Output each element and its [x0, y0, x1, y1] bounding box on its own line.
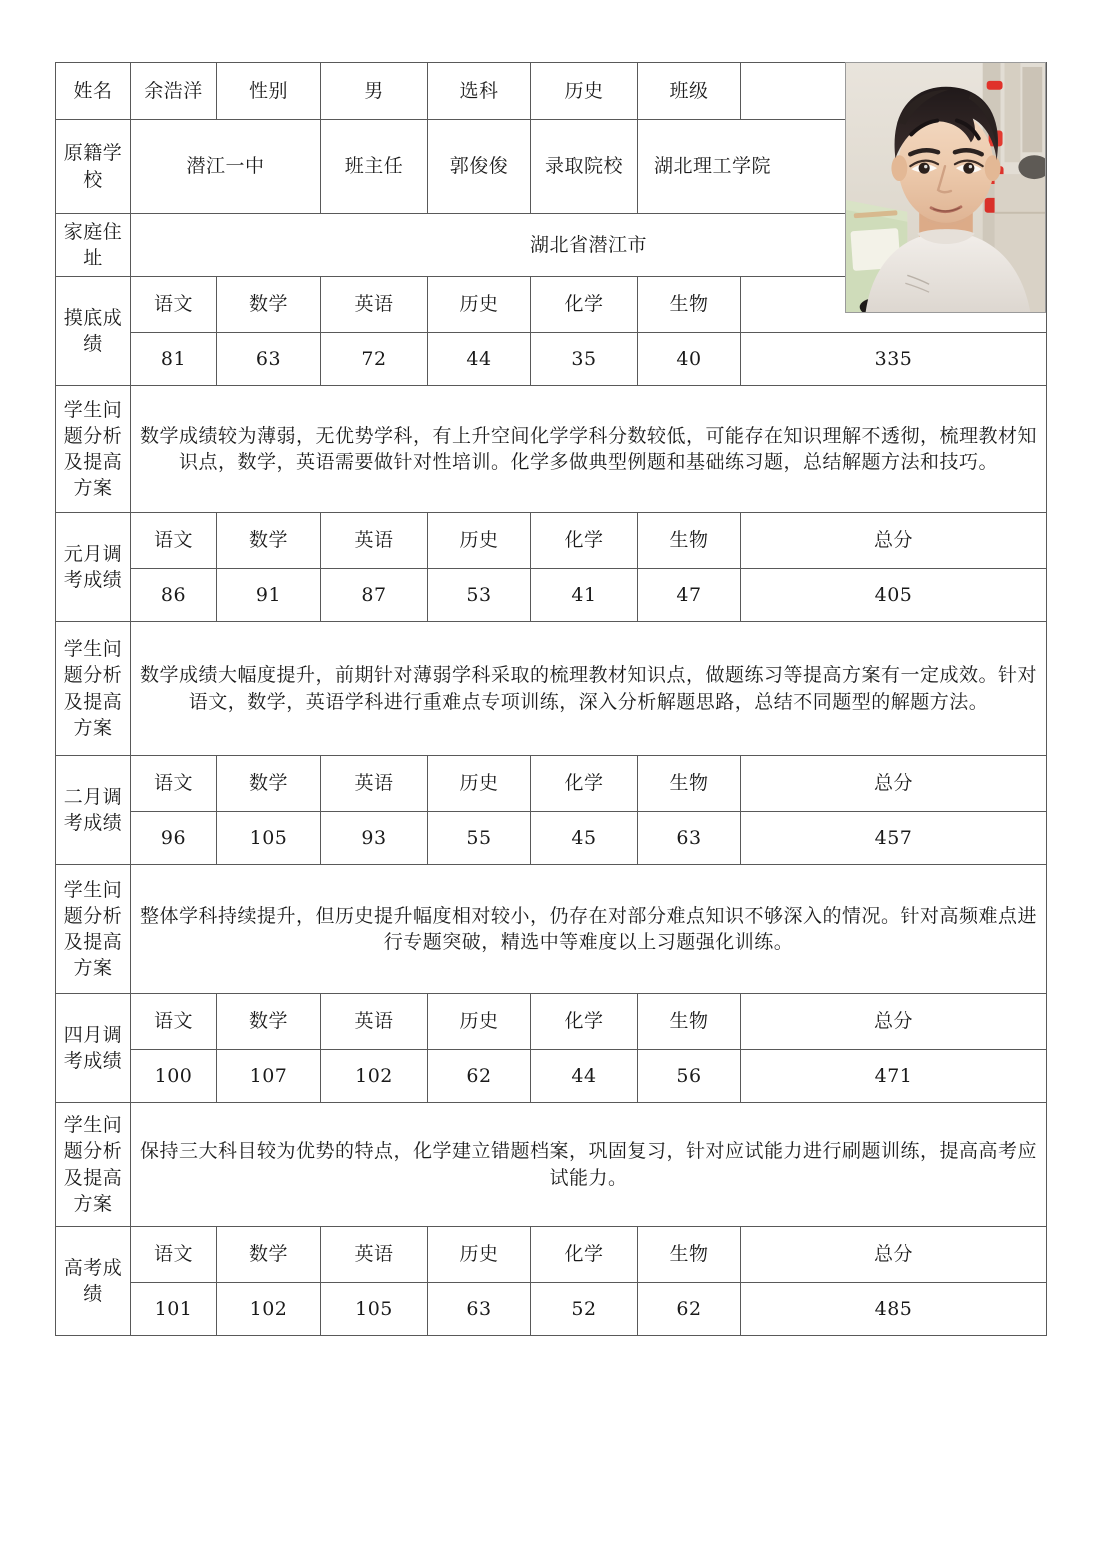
- label-address: 家庭住址: [56, 214, 131, 277]
- score-cell: 101: [131, 1283, 217, 1336]
- subject-header: 化学: [531, 994, 638, 1050]
- subject-header: 生物: [638, 513, 741, 569]
- subject-header: 化学: [531, 756, 638, 812]
- score-cell: 63: [428, 1283, 531, 1336]
- analysis-text: 保持三大科目较为优势的特点，化学建立错题档案，巩固复习，针对应试能力进行刷题训练，提高高考应试能力。: [131, 1103, 1047, 1227]
- value-head-teacher: 郭俊俊: [428, 120, 531, 214]
- label-elective: 选科: [428, 63, 531, 120]
- score-cell: 52: [531, 1283, 638, 1336]
- score-cell: 105: [321, 1283, 428, 1336]
- subject-header: 历史: [428, 277, 531, 333]
- subject-header: 生物: [638, 277, 741, 333]
- score-cell: 62: [638, 1283, 741, 1336]
- score-cell: 105: [217, 812, 321, 865]
- score-cell: 35: [531, 333, 638, 386]
- score-cell: 56: [638, 1050, 741, 1103]
- score-cell: 102: [321, 1050, 428, 1103]
- subject-header: 英语: [321, 994, 428, 1050]
- score-cell: 41: [531, 569, 638, 622]
- value-gender: 男: [321, 63, 428, 120]
- subject-header: 总分: [741, 994, 1047, 1050]
- subject-header: 总分: [741, 756, 1047, 812]
- exam-label-3: 四月调考成绩: [56, 994, 131, 1103]
- score-cell: 335: [741, 333, 1047, 386]
- row-subjects-1: [56, 513, 1047, 569]
- row-scores-3: [56, 1050, 1047, 1103]
- row-subjects-4: [56, 1227, 1047, 1283]
- score-cell: 91: [217, 569, 321, 622]
- analysis-text: 数学成绩较为薄弱，无优势学科，有上升空间化学学科分数较低，可能存在知识理解不透彻，梳理教材知识点，数学，英语需要做针对性培训。化学多做典型例题和基础练习题，总结解题方法和技巧。: [131, 386, 1047, 513]
- subject-header: 英语: [321, 513, 428, 569]
- label-gender: 性别: [217, 63, 321, 120]
- row-subjects-2: [56, 756, 1047, 812]
- score-cell: 107: [217, 1050, 321, 1103]
- exam-label-2: 二月调考成绩: [56, 756, 131, 865]
- score-cell: 102: [217, 1283, 321, 1336]
- analysis-label: 学生问题分析及提高方案: [56, 386, 131, 513]
- score-cell: 44: [428, 333, 531, 386]
- subject-header: 语文: [131, 756, 217, 812]
- subject-header: 数学: [217, 277, 321, 333]
- value-name: 余浩洋: [131, 63, 217, 120]
- score-cell: 81: [131, 333, 217, 386]
- score-cell: 405: [741, 569, 1047, 622]
- subject-header: 英语: [321, 756, 428, 812]
- score-cell: 485: [741, 1283, 1047, 1336]
- value-admitted-college: 湖北理工学院: [638, 120, 1047, 214]
- student-photo-image: [846, 63, 1045, 312]
- score-cell: 457: [741, 812, 1047, 865]
- label-admitted-college: 录取院校: [531, 120, 638, 214]
- subject-header: 语文: [131, 1227, 217, 1283]
- score-cell: 53: [428, 569, 531, 622]
- row-analysis-0: [56, 386, 1047, 513]
- row-scores-4: [56, 1283, 1047, 1336]
- exam-label-1: 元月调考成绩: [56, 513, 131, 622]
- subject-header: 化学: [531, 277, 638, 333]
- subject-header: 语文: [131, 994, 217, 1050]
- score-cell: 45: [531, 812, 638, 865]
- row-scores-1: [56, 569, 1047, 622]
- score-cell: 93: [321, 812, 428, 865]
- subject-header: 数学: [217, 1227, 321, 1283]
- label-name: 姓名: [56, 63, 131, 120]
- subject-header: 生物: [638, 1227, 741, 1283]
- subject-header: 语文: [131, 513, 217, 569]
- score-cell: 40: [638, 333, 741, 386]
- score-cell: 63: [217, 333, 321, 386]
- score-cell: 86: [131, 569, 217, 622]
- subject-header: 语文: [131, 277, 217, 333]
- subject-header: 总分: [741, 1227, 1047, 1283]
- analysis-label: 学生问题分析及提高方案: [56, 622, 131, 756]
- subject-header: 数学: [217, 513, 321, 569]
- label-head-teacher: 班主任: [321, 120, 428, 214]
- score-cell: 63: [638, 812, 741, 865]
- student-photo: [845, 62, 1046, 313]
- subject-header: 生物: [638, 994, 741, 1050]
- score-cell: 87: [321, 569, 428, 622]
- score-cell: 62: [428, 1050, 531, 1103]
- row-subjects-3: [56, 994, 1047, 1050]
- subject-header: 历史: [428, 513, 531, 569]
- score-cell: 96: [131, 812, 217, 865]
- value-origin-school: 潜江一中: [131, 120, 321, 214]
- row-scores-0: [56, 333, 1047, 386]
- score-cell: 47: [638, 569, 741, 622]
- subject-header: 化学: [531, 513, 638, 569]
- row-scores-2: [56, 812, 1047, 865]
- row-analysis-3: [56, 1103, 1047, 1227]
- exam-label-0: 摸底成绩: [56, 277, 131, 386]
- score-cell: 55: [428, 812, 531, 865]
- value-elective: 历史: [531, 63, 638, 120]
- score-cell: 72: [321, 333, 428, 386]
- subject-header: 生物: [638, 756, 741, 812]
- subject-header: 历史: [428, 756, 531, 812]
- exam-label-4: 高考成绩: [56, 1227, 131, 1336]
- value-address: 湖北省潜江市: [131, 214, 1047, 277]
- score-cell: 471: [741, 1050, 1047, 1103]
- subject-header: 化学: [531, 1227, 638, 1283]
- row-analysis-2: [56, 865, 1047, 994]
- analysis-label: 学生问题分析及提高方案: [56, 1103, 131, 1227]
- subject-header: 英语: [321, 277, 428, 333]
- label-origin-school: 原籍学校: [56, 120, 131, 214]
- subject-header: 数学: [217, 994, 321, 1050]
- subject-header: 历史: [428, 994, 531, 1050]
- analysis-label: 学生问题分析及提高方案: [56, 865, 131, 994]
- analysis-text: 整体学科持续提升，但历史提升幅度相对较小，仍存在对部分难点知识不够深入的情况。针对高频难点进行专题突破，精选中等难度以上习题强化训练。: [131, 865, 1047, 994]
- subject-header: 数学: [217, 756, 321, 812]
- row-analysis-1: [56, 622, 1047, 756]
- subject-header: 英语: [321, 1227, 428, 1283]
- label-class: 班级: [638, 63, 741, 120]
- score-cell: 44: [531, 1050, 638, 1103]
- subject-header: 总分: [741, 513, 1047, 569]
- subject-header: 历史: [428, 1227, 531, 1283]
- analysis-text: 数学成绩大幅度提升，前期针对薄弱学科采取的梳理教材知识点，做题练习等提高方案有一定成效。针对语文，数学，英语学科进行重难点专项训练，深入分析解题思路，总结不同题型的解题方法。: [131, 622, 1047, 756]
- score-cell: 100: [131, 1050, 217, 1103]
